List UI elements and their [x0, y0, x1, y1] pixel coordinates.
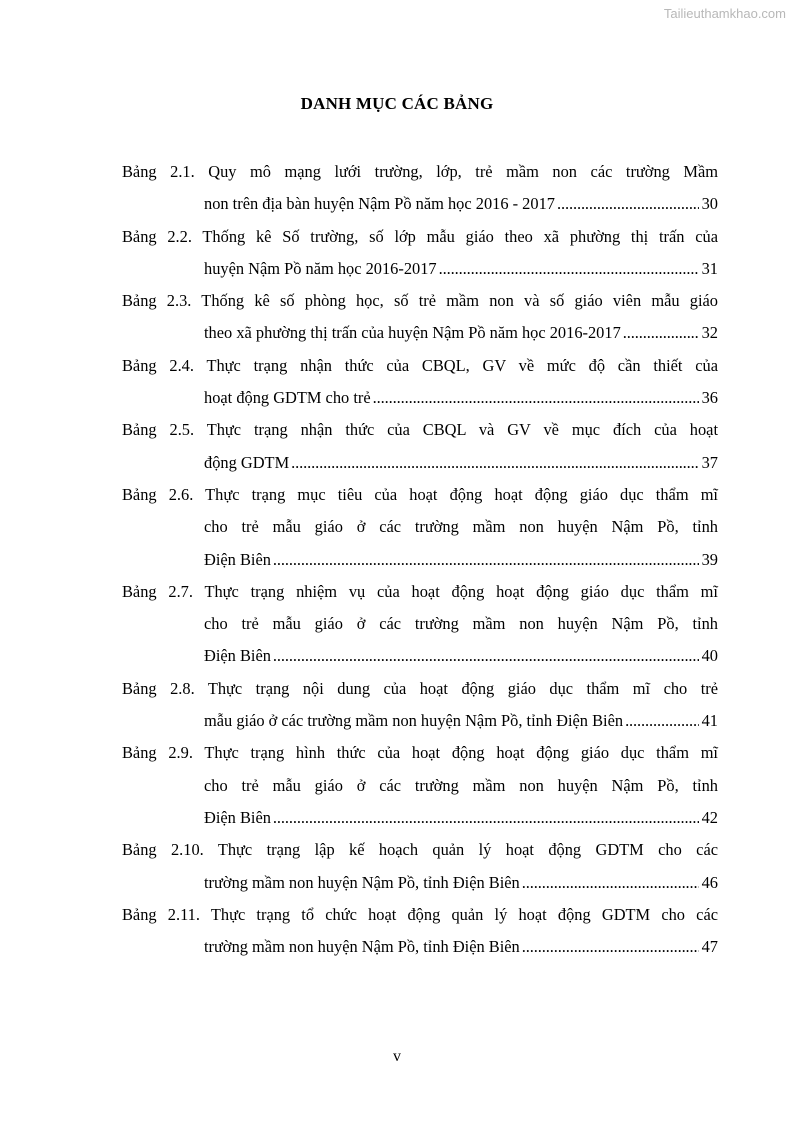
toc-entry[interactable]	[122, 221, 718, 286]
toc-entry-continuation: trường mầm non huyện Nậm Pồ, tỉnh Điện Biên	[204, 872, 520, 892]
toc-entry-continuation: huyện Nậm Pồ năm học 2016-2017	[204, 258, 437, 278]
toc-entry[interactable]	[122, 350, 718, 415]
toc-entry-last-line	[122, 188, 718, 220]
toc-entry-continuation: hoạt động GDTM cho trẻ	[204, 388, 371, 408]
toc-page-number: 42	[701, 807, 718, 827]
toc-entry-title: Bảng 2.6. Thực trạng mục tiêu của hoạt động hoạt động giáo dục thẩm mĩ	[122, 484, 718, 504]
toc-entry[interactable]	[122, 414, 718, 479]
dot-leader	[291, 447, 698, 479]
toc-entry-last-line	[122, 253, 718, 285]
toc-entry-title: Bảng 2.5. Thực trạng nhận thức của CBQL và GV về mục đích của hoạt	[122, 420, 718, 440]
toc-entry-title: Bảng 2.11. Thực trạng tổ chức hoạt động quản lý hoạt động GDTM cho các	[122, 904, 718, 924]
page-number: v	[393, 1048, 401, 1065]
toc-entry[interactable]	[122, 576, 718, 673]
toc-entry-continuation: Điện Biên	[204, 646, 271, 666]
toc-page-number: 39	[701, 549, 718, 569]
toc-entry-continuation: trường mầm non huyện Nậm Pồ, tỉnh Điện Biên	[204, 937, 520, 957]
toc-entry-continuation: mẫu giáo ở các trường mầm non huyện Nậm Pồ, tỉnh Điện Biên	[204, 711, 624, 731]
dot-leader	[625, 705, 699, 737]
toc-entry-last-line	[122, 544, 718, 576]
watermark: Tailieuthamkhao.com	[663, 6, 786, 21]
toc-page-number: 41	[701, 711, 718, 731]
toc-entry-last-line	[122, 705, 718, 737]
toc-entry-last-line	[122, 802, 718, 834]
toc-entry-last-line	[122, 640, 718, 672]
toc-entry-title: Bảng 2.9. Thực trạng hình thức của hoạt động hoạt động giáo dục thẩm mĩ	[122, 743, 718, 763]
toc-entry[interactable]	[122, 834, 718, 899]
toc-entry-continuation: Điện Biên	[204, 807, 271, 827]
dot-leader	[522, 931, 699, 963]
dot-leader	[373, 382, 699, 414]
toc-page-number: 32	[701, 323, 718, 343]
toc-entry-continuation: cho trẻ mẫu giáo ở các trường mầm non huyện Nậm Pồ, tỉnh	[204, 775, 718, 795]
toc-page-number: 47	[701, 937, 718, 957]
dot-leader	[273, 544, 699, 576]
toc-entry-title: Bảng 2.2. Thống kê Số trường, số lớp mẫu giáo theo xã phường thị trấn của	[122, 226, 718, 246]
toc-page-number: 46	[701, 872, 718, 892]
toc-entry-continuation: cho trẻ mẫu giáo ở các trường mầm non huyện Nậm Pồ, tỉnh	[204, 614, 718, 634]
toc-entry-title: Bảng 2.1. Quy mô mạng lưới trường, lớp, trẻ mầm non các trường Mầm	[122, 162, 718, 181]
toc-entry-title: Bảng 2.10. Thực trạng lập kế hoạch quản lý hoạt động GDTM cho các	[122, 840, 718, 860]
dot-leader	[273, 640, 699, 672]
dot-leader	[273, 802, 699, 834]
toc-entry-continuation: cho trẻ mẫu giáo ở các trường mầm non huyện Nậm Pồ, tỉnh	[204, 517, 718, 537]
toc-page-number: 31	[701, 258, 718, 278]
toc-page-number: 30	[701, 194, 718, 214]
toc-entry[interactable]	[122, 673, 718, 738]
page-title: DANH MỤC CÁC BẢNG	[300, 94, 494, 113]
toc-entry-last-line	[122, 931, 718, 963]
toc-entry-last-line	[122, 447, 718, 479]
table-list	[122, 156, 718, 963]
toc-page-number: 37	[701, 452, 718, 472]
dot-leader	[623, 317, 699, 349]
toc-entry-title: Bảng 2.3. Thống kê số phòng học, số trẻ mầm non và số giáo viên mẫu giáo	[122, 291, 718, 311]
toc-page-number: 36	[701, 388, 718, 408]
dot-leader	[522, 867, 699, 899]
toc-entry[interactable]	[122, 156, 718, 221]
toc-entry-continuation: động GDTM	[204, 452, 290, 472]
toc-entry-title: Bảng 2.7. Thực trạng nhiệm vụ của hoạt động hoạt động giáo dục thẩm mĩ	[122, 581, 718, 601]
toc-entry-continuation: non trên địa bàn huyện Nậm Pồ năm học 2016 - 2017	[204, 194, 555, 214]
toc-entry[interactable]	[122, 899, 718, 964]
dot-leader	[557, 188, 699, 220]
toc-entry-continuation: theo xã phường thị trấn của huyện Nậm Pồ năm học 2016-2017	[204, 323, 621, 343]
toc-entry-last-line	[122, 382, 718, 414]
toc-entry-title: Bảng 2.8. Thực trạng nội dung của hoạt động giáo dục thẩm mĩ cho trẻ	[122, 678, 718, 698]
toc-entry-last-line	[122, 867, 718, 899]
toc-entry[interactable]	[122, 479, 718, 576]
toc-page-number: 40	[701, 646, 718, 666]
toc-entry[interactable]	[122, 285, 718, 350]
toc-entry[interactable]	[122, 737, 718, 834]
toc-entry-continuation: Điện Biên	[204, 549, 271, 569]
toc-entry-title: Bảng 2.4. Thực trạng nhận thức của CBQL, GV về mức độ cần thiết của	[122, 355, 718, 375]
toc-entry-last-line	[122, 317, 718, 349]
dot-leader	[439, 253, 699, 285]
